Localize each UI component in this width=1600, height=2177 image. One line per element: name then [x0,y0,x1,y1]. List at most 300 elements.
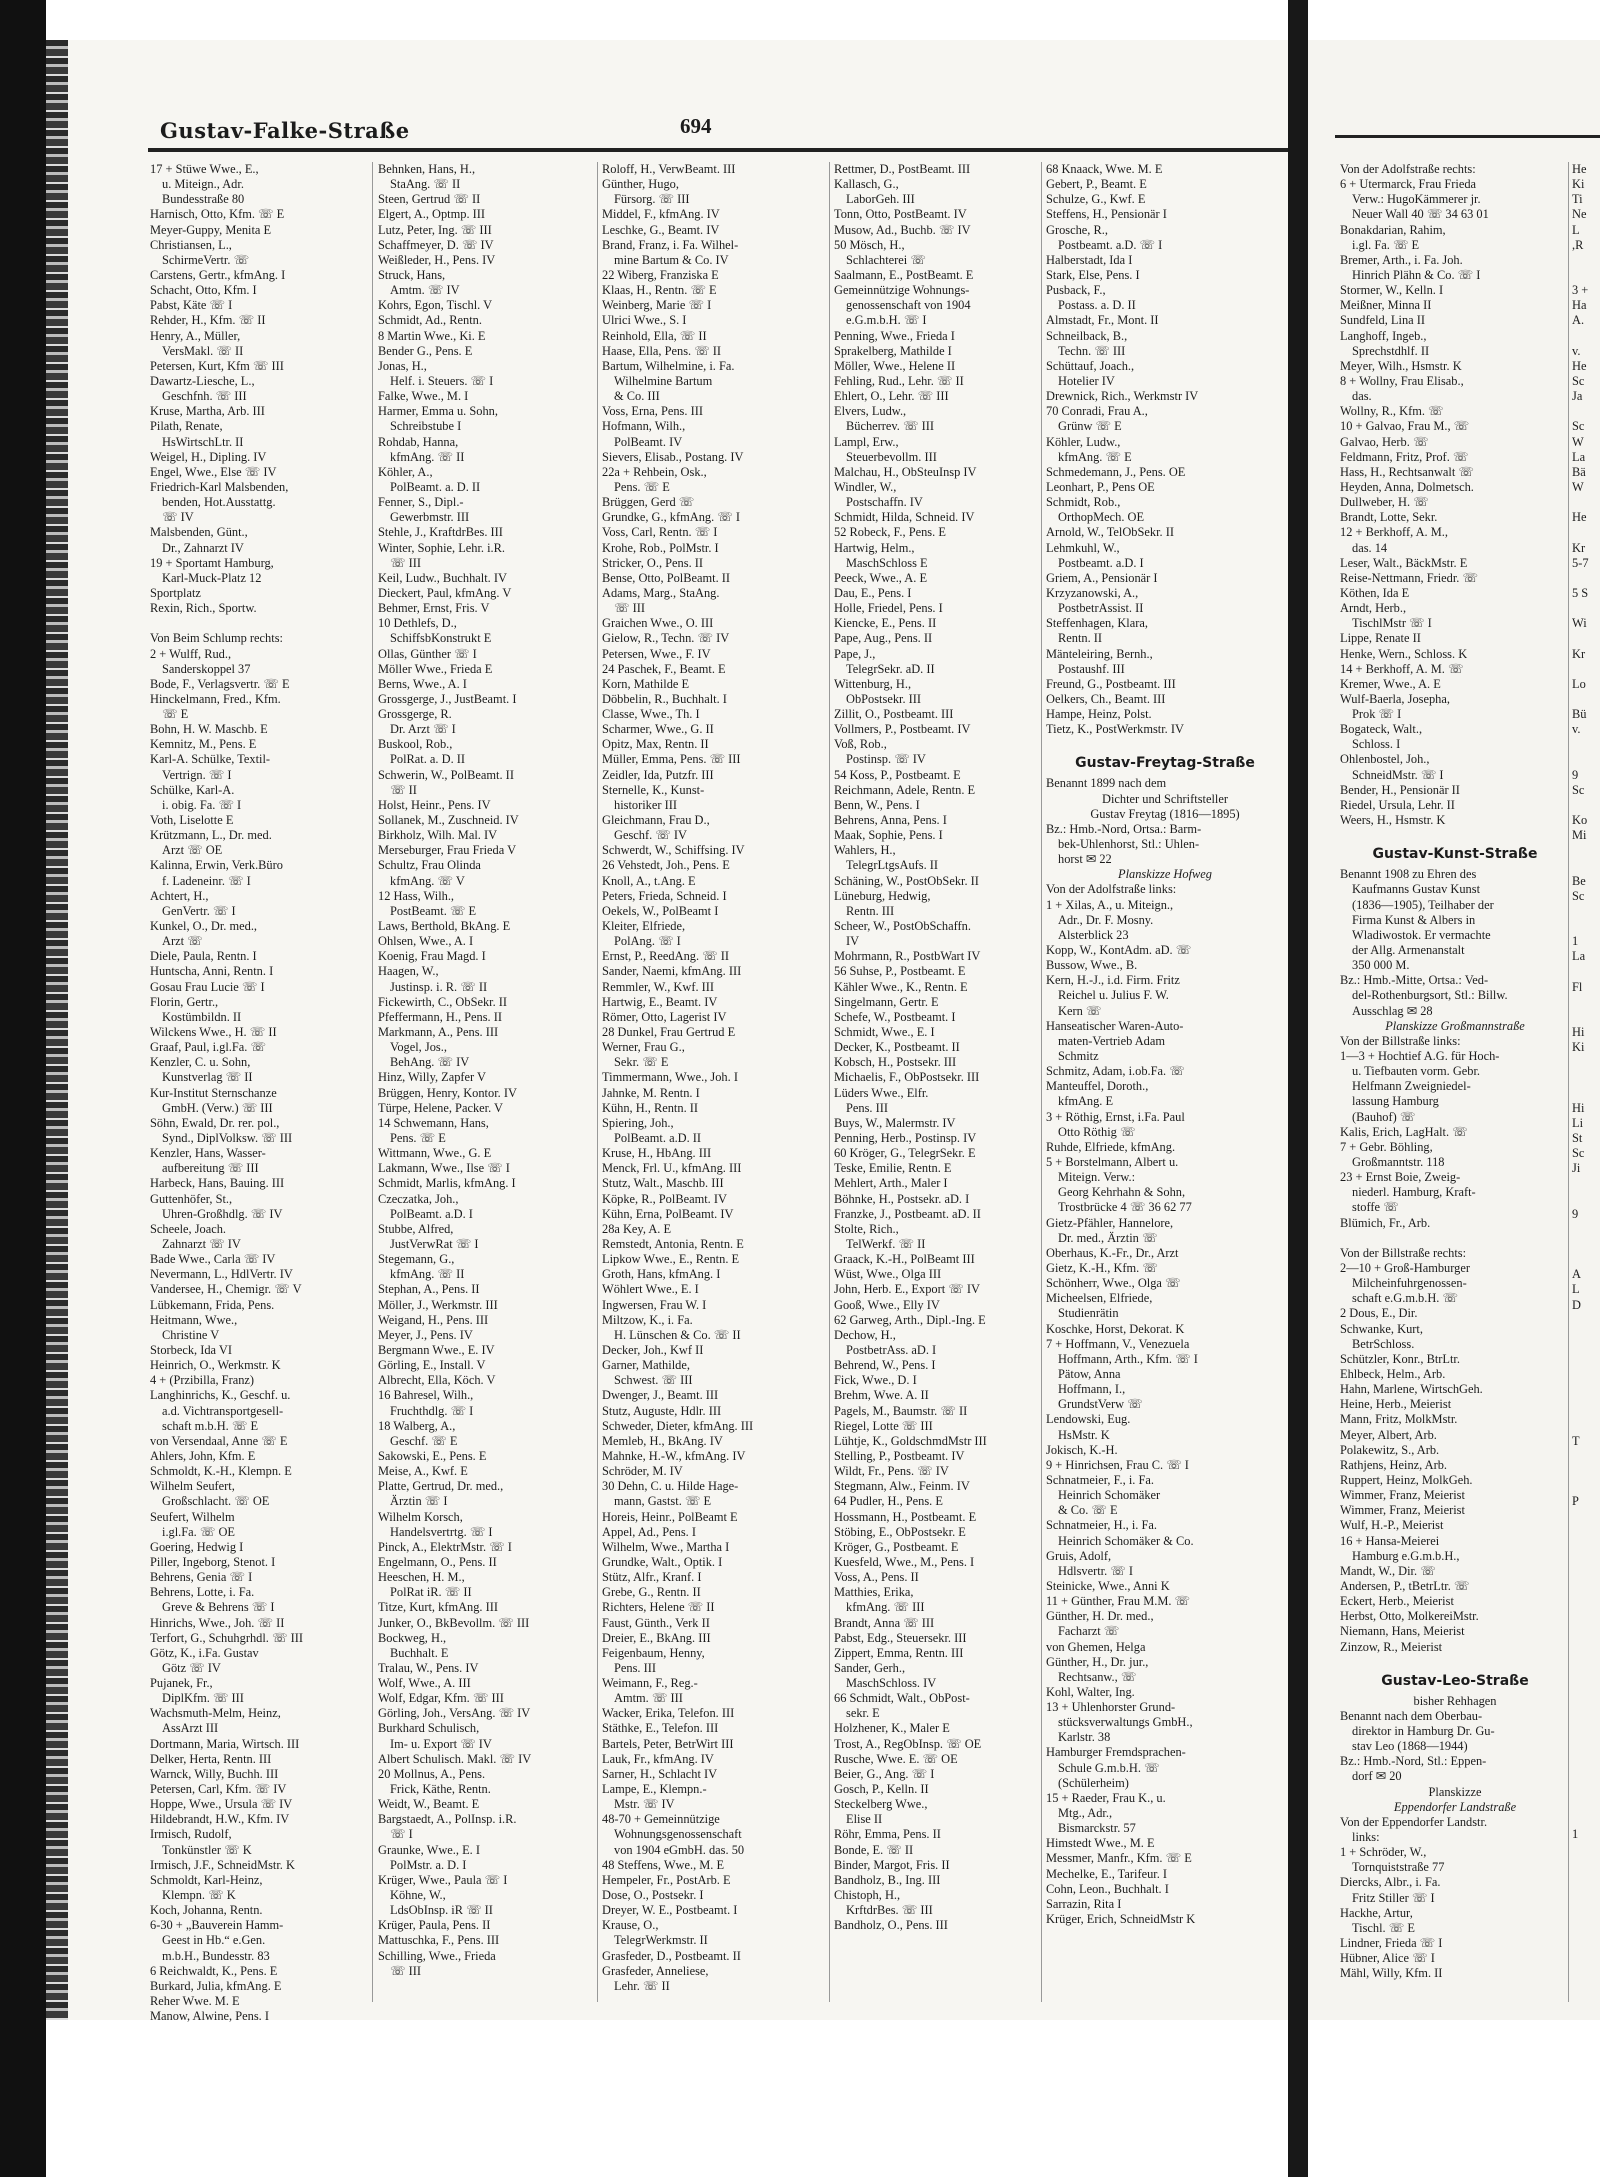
directory-entry-line: Stöbing, E., ObPostsekr. E [834,1524,966,1539]
directory-entry-line: Timmermann, Wwe., Joh. I [602,1070,738,1085]
directory-entry-line [1572,1888,1600,1903]
directory-entry-line [1572,843,1600,858]
directory-entry-line [1572,1706,1600,1721]
directory-entry-line [1572,1691,1600,1706]
directory-entry-line: Reichmann, Adele, Rentn. E [834,782,976,797]
directory-entry-line: Holle, Friedel, Pens. I [834,601,943,616]
street-description-line: Gustav Freytag (1816—1895) [1090,806,1240,821]
directory-entry-line: Harbeck, Hans, Bauing. III [150,1176,285,1191]
directory-entry-line: Sportplatz [150,585,201,600]
directory-entry-line: Graack, K.-H., PolBeamt III [834,1252,975,1267]
directory-entry-line: D [1572,1297,1581,1312]
directory-entry-line: 54 Koss, P., Postbeamt. E [834,767,961,782]
directory-entry-line: 13 + Uhlenhorster Grund- [1046,1700,1176,1715]
directory-entry-line: Haase, Ella, Pens. ☏ II [602,343,722,358]
directory-entry-continuation: stoffe ☏ [1352,1200,1399,1215]
planskizze-note: Planskizze Hofweg [1118,867,1212,882]
directory-entry-line: Miltzow, K., i. Fa. [602,1312,693,1327]
directory-entry-line: 16 Bahresel, Wilh., [378,1388,474,1403]
directory-entry-line: Sollanek, M., Zuschneid. IV [378,813,519,828]
directory-entry-line: Gemeinnützige Wohnungs- [834,283,970,298]
directory-entry-line: Meißner, Minna II [1340,298,1432,313]
directory-entry-line: 9 + Hinrichsen, Frau C. ☏ I [1046,1457,1189,1472]
column-divider [1568,162,1569,2002]
directory-entry-line: 26 Vehstedt, Joh., Pens. E [602,858,730,873]
directory-entry-continuation: ☏ III [390,1963,421,1978]
directory-entry-line: Burkhard Schulisch, [378,1721,480,1736]
directory-entry-line [1572,495,1600,510]
directory-entry-line: Möller Wwe., Frieda E [378,661,493,676]
directory-entry-line: 70 Conradi, Frau A., [1046,404,1148,419]
directory-entry-continuation: Trostbrücke 4 ☏ 36 62 77 [1058,1200,1192,1215]
directory-entry-line: Niemann, Hans, Meierist [1340,1624,1465,1639]
directory-entry-line: Vandersee, H., Chemigr. ☏ V [150,1282,302,1297]
directory-entry-line: Weidt, W., Beamt. E [378,1797,480,1812]
directory-entry-line: Titze, Kurt, kfmAng. III [378,1600,498,1615]
directory-entry-line: Pilath, Renate, [150,419,223,434]
directory-entry-continuation: PolBeamt. a.D. II [614,1131,702,1145]
directory-entry-line [1572,1237,1600,1252]
directory-entry-continuation: Amtm. ☏ III [614,1691,683,1706]
directory-entry-continuation: Heinrich Schomäker & Co. [1058,1533,1194,1548]
directory-entry-line: 2 Dous, E., Dir. [1340,1306,1418,1321]
directory-entry-continuation: KrftdrBes. ☏ III [846,1903,933,1918]
directory-entry-line: La [1572,449,1586,464]
directory-entry-line: Wi [1572,616,1587,631]
directory-entry-continuation: & Co. III [614,389,660,404]
directory-entry-line [1572,1510,1600,1525]
directory-entry-line [1572,404,1600,419]
directory-entry-line: Stütz, Alfr., Kranf. I [602,1570,702,1585]
directory-entry-line: Pabst, Käte ☏ I [150,298,233,313]
directory-entry-line: La [1572,949,1586,964]
directory-entry-line: Bz.: Hmb.-Nord, Ortsa.: Barm- [1046,821,1202,836]
directory-entry-continuation: H. Lünschen & Co. ☏ II [614,1327,741,1342]
directory-entry-line: Guttenhöfer, St., [150,1191,233,1206]
directory-entry-line: Brehm, Wwe. A. II [834,1388,929,1403]
directory-entry-continuation: schaft m.b.H. ☏ E [162,1418,259,1433]
directory-entry-line: Kern, H.-J., i.d. Firm. Fritz [1046,973,1180,988]
directory-entry-line: Hinz, Willy, Zapfer V [378,1070,487,1085]
directory-entry-continuation: Pens. ☏ E [614,479,670,494]
directory-entry-continuation: Wladiwostok. Er vermachte [1352,927,1491,942]
directory-entry-line: Ulrici Wwe., S. I [602,313,687,328]
directory-column-6 [1340,162,1570,2002]
directory-entry-line [1572,329,1600,344]
directory-entry-line: 20 Mollnus, A., Pens. [378,1766,486,1781]
directory-entry-line: Schmoldt, K.-H., Klempn. E [150,1464,292,1479]
directory-entry-line: 28a Key, A. E [602,1221,672,1236]
directory-entry-line: Hartwig, Helm., [834,540,915,555]
directory-entry-line: Meyer, J., Pens. IV [378,1327,473,1342]
directory-entry-line: Wacker, Erika, Telefon. III [602,1706,735,1721]
directory-entry-continuation: Geest in Hb.“ e.Gen. [162,1933,266,1948]
directory-entry-line: Günther, H., Dr. jur., [1046,1654,1149,1669]
directory-entry-line [1572,1585,1600,1600]
directory-entry-continuation: SchirmeVertr. ☏ [162,252,250,267]
directory-entry-continuation: Schlachterei ☏ [846,252,926,267]
directory-entry-line: Ki [1572,177,1585,192]
directory-entry-line: Von Beim Schlump rechts: [150,631,283,646]
directory-entry-continuation: ☏ I [390,1827,413,1842]
directory-entry-line: Middel, F., kfmAng. IV [602,207,720,222]
directory-entry-line: Feigenbaum, Henny, [602,1645,705,1660]
directory-entry-line: Kremer, Wwe., A. E [1340,676,1441,691]
directory-entry-line [1572,1192,1600,1207]
directory-column-5 [1046,162,1284,2002]
directory-entry-continuation: Handelsvertrtg. ☏ I [390,1524,493,1539]
directory-entry-continuation: Kunstverlag ☏ II [162,1070,253,1085]
directory-entry-continuation: PolRat iR. ☏ II [390,1585,472,1600]
directory-entry-continuation: Kostümbildn. II [162,1009,242,1024]
directory-entry-line: 10 Dethlefs, D., [378,616,457,631]
directory-entry-line: A. [1572,313,1585,328]
directory-entry-line: Tonn, Otto, PostBeamt. IV [834,207,967,222]
directory-entry-line [1572,571,1600,586]
directory-entry-line: Kallasch, G., [834,177,899,192]
directory-entry-continuation: Kaufmanns Gustav Kunst [1352,882,1481,897]
directory-entry-line: 14 Schwemann, Hans, [378,1115,489,1130]
directory-entry-continuation: Arzt ☏ [162,934,203,949]
directory-entry-line: Wittenburg, H., [834,676,912,691]
directory-entry-line: Heinrich, O., Werkmstr. K [150,1358,281,1373]
directory-entry-line: Böhnke, H., Postsekr. aD. I [834,1191,970,1206]
directory-entry-line: A [1572,1267,1581,1282]
directory-entry-line: Albert Schulisch. Makl. ☏ IV [378,1751,532,1766]
directory-entry-continuation: Mstr. ☏ IV [614,1797,675,1812]
directory-entry-line: 12 Hass, Wilh., [378,888,455,903]
directory-entry-line: Steckelberg Wwe., [834,1797,928,1812]
directory-entry-continuation: kfmAng. ☏ II [390,449,465,464]
directory-entry-line: Hampe, Heinz, Polst. [1046,707,1152,722]
directory-entry-line: Stehle, J., KraftdrBes. III [378,525,503,540]
directory-entry-line: Grasfeder, Anneliese, [602,1963,709,1978]
directory-entry-line: Kruse, Martha, Arb. III [150,404,265,419]
directory-entry-line: Wimmer, Franz, Meierist [1340,1488,1465,1503]
directory-entry-continuation: & Co. ☏ E [1058,1503,1118,1518]
directory-entry-line: Dawartz-Liesche, L., [150,373,255,388]
directory-entry-line: Trost, A., RegObInsp. ☏ OE [834,1736,982,1751]
directory-entry-continuation: mine Bartum & Co. IV [614,252,729,267]
directory-entry-line: Steffens, H., Pensionär I [1046,207,1167,222]
directory-entry-line: Dreier, E., BkAng. III [602,1630,711,1645]
directory-entry-line: Decker, K., Postbeamt. II [834,1040,960,1055]
column-divider [829,162,830,2002]
directory-entry-line: 5 + Borstelmann, Albert u. [1046,1155,1179,1169]
directory-entry-line: Dechow, H., [834,1327,896,1342]
directory-entry-line [1572,1843,1600,1858]
directory-entry-line: Engel, Wwe., Else ☏ IV [150,464,277,479]
directory-entry-line: Schönherr, Wwe., Olga ☏ [1046,1276,1181,1291]
directory-entry-line: Görling, Joh., VersAng. ☏ IV [378,1706,531,1721]
directory-entry-line: Brüggen, Gerd ☏ [602,495,695,510]
directory-entry-continuation: Pens. III [614,1660,656,1675]
directory-entry-line: Krzyzanowski, A., [1046,585,1139,600]
directory-entry-line: Grebe, G., Rentn. II [602,1585,701,1600]
directory-entry-line: Rettmer, D., PostBeamt. III [834,162,971,176]
directory-entry-line: Arnold, W., TelObSekr. II [1046,525,1174,540]
directory-entry-line: Malchau, H., ObSteuInsp IV [834,464,977,479]
directory-entry-continuation: Wohnungsgenossenschaft [614,1827,742,1842]
directory-entry-continuation: SchneidMstr. ☏ I [1352,767,1444,782]
directory-entry-continuation: Hotelier IV [1058,373,1115,388]
directory-entry-continuation: historiker III [614,797,677,812]
directory-entry-line: 66 Schmidt, Walt., ObPost- [834,1691,970,1706]
directory-entry-line: Stephan, A., Pens. II [378,1282,480,1297]
directory-entry-continuation: Postaushf. III [1058,661,1125,676]
directory-entry-line: John, Herb. E., Export ☏ IV [834,1282,980,1297]
directory-entry-line: Graichen Wwe., O. III [602,616,714,631]
directory-entry-line: Heeschen, H. M., [378,1570,465,1585]
directory-entry-line: Hanseatischer Waren-Auto- [1046,1018,1184,1033]
directory-entry-line: Lo [1572,676,1586,691]
directory-column-2 [378,162,594,2002]
page-number: 694 [680,114,712,138]
directory-entry-line: Hempeler, Fr., PostArb. E [602,1872,731,1887]
directory-entry-line: Kröger, G., Postbeamt. E [834,1539,959,1554]
directory-entry-continuation: Ärztin ☏ I [390,1494,448,1509]
directory-entry-line: 48-70 + Gemeinnützige [602,1812,720,1827]
directory-entry-line: Falke, Wwe., M. I [378,389,469,404]
directory-entry-line: 10 + Galvao, Frau M., ☏ [1340,419,1470,434]
directory-entry-line: Kuesfeld, Wwe., M., Pens. I [834,1554,975,1569]
directory-entry-continuation: Zahnarzt ☏ IV [162,1236,241,1251]
directory-entry-line: Ollas, Günther ☏ I [378,646,477,661]
directory-entry-line: Rathjens, Heinz, Arb. [1340,1457,1448,1472]
directory-entry-line: Hass, H., Rechtsanwalt ☏ [1340,464,1474,479]
directory-entry-line [1572,1419,1600,1434]
directory-entry-continuation: maten-Vertrieb Adam [1058,1033,1166,1048]
directory-entry-line: Blümich, Fr., Arb. [1340,1215,1431,1230]
directory-entry-line: Dullweber, H. ☏ [1340,495,1429,510]
directory-entry-line: Kemnitz, M., Pens. E [150,737,257,752]
directory-entry-line [1572,1782,1600,1797]
directory-entry-continuation: Köhne, W., [390,1888,446,1903]
directory-entry-line: P [1572,1494,1579,1509]
directory-entry-line: Feldmann, Fritz, Prof. ☏ [1340,449,1469,464]
directory-entry-line: Lendowski, Eug. [1046,1412,1131,1427]
directory-entry-line: Graunke, Wwe., E. I [378,1842,480,1857]
directory-entry-line: Schmedemann, J., Pens. OE [1046,464,1186,479]
street-name-heading: Gustav-Leo-Straße [1381,1672,1529,1689]
directory-entry-line: St [1572,1131,1583,1145]
directory-entry-line: Sakowski, E., Pens. E [378,1448,487,1463]
directory-entry-line: 3 + Röthig, Ernst, i.Fa. Paul [1046,1109,1185,1124]
directory-entry-line [1572,1343,1600,1358]
directory-entry-line: Stegmann, Alw., Feinm. IV [834,1479,970,1494]
directory-entry-continuation: Miteign. Verw.: [1058,1170,1136,1185]
directory-entry-line: Dwenger, J., Beamt. III [602,1388,719,1403]
directory-entry-line: Wolf, Edgar, Kfm. ☏ III [378,1691,504,1706]
directory-entry-line: Musow, Ad., Buchb. ☏ IV [834,222,971,237]
directory-entry-line: 8 + Wollny, Frau Elisab., [1340,373,1464,388]
directory-entry-continuation: ☏ III [614,601,645,616]
directory-entry-line [1340,1655,1570,1670]
directory-entry-continuation: Großmanntstr. 118 [1352,1155,1445,1169]
directory-entry-line: Grosche, R., [1046,222,1108,237]
directory-entry-continuation: a.d. Vichtransportgesell- [162,1403,284,1418]
directory-entry-line: Schmidt, Rob., [1046,495,1121,510]
directory-entry-line: Kruse, H., HbAng. III [602,1146,712,1161]
directory-entry-continuation: kfmAng. ☏ E [1058,449,1132,464]
directory-entry-line: Stormer, W., Kelln. I [1340,283,1444,298]
directory-entry-line: Windler, W., [834,479,897,494]
directory-entry-continuation: genossenschaft von 1904 [846,298,971,313]
directory-entry-line: Müller, Emma, Pens. ☏ III [602,752,741,767]
directory-entry-line: Behrens, Genia ☏ I [150,1570,253,1585]
directory-entry-line: Harmer, Emma u. Sohn, [378,404,498,419]
directory-entry-line: Schacht, Otto, Kfm. I [150,283,257,298]
directory-entry-line: Schmidt, Ad., Rentn. [378,313,482,328]
directory-entry-continuation: Hoffmann, I., [1058,1382,1126,1397]
directory-entry-continuation: das. 14 [1352,540,1388,555]
directory-entry-line: Brüggen, Henry, Kontor. IV [378,1085,517,1100]
directory-entry-line: Grossgerge, J., JustBeamt. I [378,691,517,706]
directory-entry-line: Behrens, Anna, Pens. I [834,813,947,828]
directory-entry-line: Be [1572,873,1586,888]
directory-entry-line: Ji [1572,1161,1581,1176]
directory-entry-continuation: Rechtsanw., ☏ [1058,1669,1137,1684]
directory-entry-line: Sievers, Elisab., Postang. IV [602,449,744,464]
directory-entry-continuation: Geschfnh. ☏ III [162,389,247,404]
directory-entry-continuation: HsWirtschLtr. II [162,434,244,449]
directory-entry-line: Stubbe, Alfred, [378,1221,454,1236]
directory-entry-line: 22 Wiberg, Franziska E [602,267,719,282]
directory-entry-continuation: Fruchthdlg. ☏ I [390,1403,474,1418]
street-description-line: Dichter und Schriftsteller [1102,791,1228,806]
directory-entry-line: Ehlert, O., Lehr. ☏ III [834,389,949,404]
directory-entry-line: Söhn, Ewald, Dr. rer. pol., [150,1115,280,1130]
directory-entry-continuation: Grünw ☏ E [1058,419,1122,434]
directory-entry-line: Bartels, Peter, BetrWirt III [602,1736,734,1751]
directory-entry-line [1572,995,1600,1010]
directory-entry-line: Voß, Rob., [834,737,887,752]
directory-entry-line: Reher Wwe. M. E [150,1994,240,2009]
directory-entry-line: Heyden, Anna, Dolmetsch. [1340,479,1474,494]
directory-entry-line [1572,1873,1600,1888]
directory-entry-line: Kr [1572,646,1586,661]
directory-entry-line: Ohlenbostel, Joh., [1340,752,1430,767]
directory-entry-line: L [1572,222,1580,237]
directory-entry-line: Kühn, Erna, PolBeamt. IV [602,1206,734,1221]
directory-entry-line: Czeczatka, Joh., [378,1191,459,1206]
directory-entry-line: Voss, Erna, Pens. III [602,404,703,419]
directory-entry-line: Zippert, Emma, Rentn. III [834,1645,964,1660]
directory-entry-continuation: Bismarckstr. 57 [1058,1821,1136,1836]
directory-entry-line: Schweder, Dieter, kfmAng. III [602,1418,754,1433]
directory-entry-line: Kohl, Walter, Ing. [1046,1684,1135,1699]
directory-entry-line: Haagen, W., [378,964,439,979]
directory-entry-continuation: Sanderskoppel 37 [162,661,251,676]
directory-entry-line: Grasfeder, D., Postbeamt. II [602,1948,741,1963]
directory-entry-line: Bense, Otto, PolBeamt. II [602,570,731,585]
directory-entry-line: 28 Dunkel, Frau Gertrud E [602,1025,736,1040]
directory-entry-line: Stäthke, E., Telefon. III [602,1721,719,1736]
directory-entry-line: Sander, Naemi, kfmAng. III [602,964,742,979]
directory-entry-line: Petersen, Carl, Kfm. ☏ IV [150,1782,287,1797]
directory-entry-line: Knoll, A., t.Ang. E [602,873,696,888]
directory-entry-line: Opitz, Max, Rentn. II [602,737,709,752]
directory-entry-line: 11 + Günther, Frau M.M. ☏ [1046,1594,1191,1609]
directory-entry-continuation: Mtg., Adr., [1058,1806,1113,1821]
directory-entry-line: L [1572,1282,1580,1297]
directory-entry-continuation: Reichel u. Julius F. W. [1058,988,1169,1003]
directory-entry-continuation: kfmAng. ☏ II [390,1267,465,1282]
directory-entry-continuation: Postinsp. ☏ IV [846,752,926,767]
directory-entry-continuation: Christine V [162,1327,220,1342]
directory-entry-line: Schilling, Wwe., Frieda [378,1948,496,1963]
directory-entry-line: Schmidt, Marlis, kfmAng. I [378,1176,516,1191]
directory-entry-line: Römer, Otto, Lagerist IV [602,1009,727,1024]
directory-entry-line: Götz, K., i.Fa. Gustav [150,1645,259,1660]
directory-entry-line: Grundke, Walt., Optik. I [602,1554,723,1569]
directory-entry-continuation: von 1904 eGmbH. das. 50 [614,1842,745,1857]
directory-entry-line: Von der Billstraße rechts: [1340,1245,1467,1260]
directory-entry-continuation: Postbeamt. a.D. ☏ I [1058,237,1163,252]
directory-entry-line: Wilhelm Korsch, [378,1509,463,1524]
directory-entry-line [1572,1555,1600,1570]
directory-entry-continuation: Postschaffn. IV [846,495,923,510]
directory-entry-line [1340,1231,1570,1246]
directory-entry-line: Behrend, W., Pens. I [834,1358,936,1373]
directory-entry-continuation: (1836—1905), Teilhaber der [1352,897,1494,912]
directory-entry-line: Warnck, Willy, Buchh. III [150,1766,279,1781]
directory-entry-line: 24 Paschek, F., Beamt. E [602,661,726,676]
directory-entry-line [1572,1631,1600,1646]
directory-entry-continuation: Tischl. ☏ E [1352,1920,1415,1935]
directory-entry-line: Brand, Franz, i. Fa. Wilhel- [602,237,739,252]
directory-entry-line: Dreyer, W. E., Postbeamt. I [602,1903,738,1918]
directory-entry-line: Manteuffel, Doroth., [1046,1079,1149,1094]
directory-entry-line [1572,1404,1600,1419]
directory-entry-line [1572,268,1600,283]
directory-entry-continuation: Elise II [846,1812,883,1827]
directory-entry-line: Köhler, Ludw., [1046,434,1121,449]
directory-entry-line: Möller, J., Werkmstr. III [378,1297,498,1312]
directory-entry-continuation: Adr., Dr. F. Mosny. [1058,912,1154,927]
directory-entry-line [1572,752,1600,767]
directory-entry-line: Klaas, H., Rentn. ☏ E [602,283,717,298]
directory-entry-line: Peters, Frieda, Schneid. I [602,888,727,903]
directory-entry-line: Bremer, Arth., i. Fa. Joh. [1340,252,1463,267]
directory-entry-line: Cohn, Leon., Buchhalt. I [1046,1881,1169,1896]
column-divider [1041,162,1042,2002]
directory-entry-continuation: Bundesstraße 80 [162,192,245,207]
directory-entry-line [1572,1646,1600,1661]
directory-entry-line: Zillit, O., Postbeamt. III [834,707,954,722]
directory-entry-line: Freund, G., Postbeamt. III [1046,676,1176,691]
directory-entry-line: Bohn, H. W. Maschb. E [150,722,268,737]
directory-entry-continuation: PostbetrAssist. II [1058,601,1144,616]
directory-entry-line: Wimmer, Franz, Meierist [1340,1503,1465,1518]
directory-entry-continuation: IV [846,934,860,949]
directory-entry-line: Groth, Hans, kfmAng. I [602,1267,721,1282]
directory-entry-line: Burkard, Julia, kfmAng. E [150,1978,282,1993]
directory-entry-continuation: Großschlacht. ☏ OE [162,1494,270,1509]
directory-entry-line: Ti [1572,192,1583,207]
directory-entry-line: Huntscha, Anni, Rentn. I [150,964,274,979]
directory-entry-line: Koch, Johanna, Rentn. [150,1903,263,1918]
directory-entry-line [1572,1721,1600,1736]
directory-entry-line: Markmann, A., Pens. III [378,1025,499,1040]
directory-entry-continuation: dorf ✉ 20 [1352,1769,1402,1784]
directory-entry-line: 9 [1572,1206,1579,1221]
directory-entry-line [1572,1812,1600,1827]
directory-entry-line: Junker, O., BkBevollm. ☏ III [378,1615,530,1630]
directory-entry-line: Kiencke, E., Pens. II [834,616,937,631]
directory-entry-continuation: Vertrign. ☏ I [162,767,232,782]
directory-entry-line: Memleb, H., BkAng. IV [602,1433,723,1448]
